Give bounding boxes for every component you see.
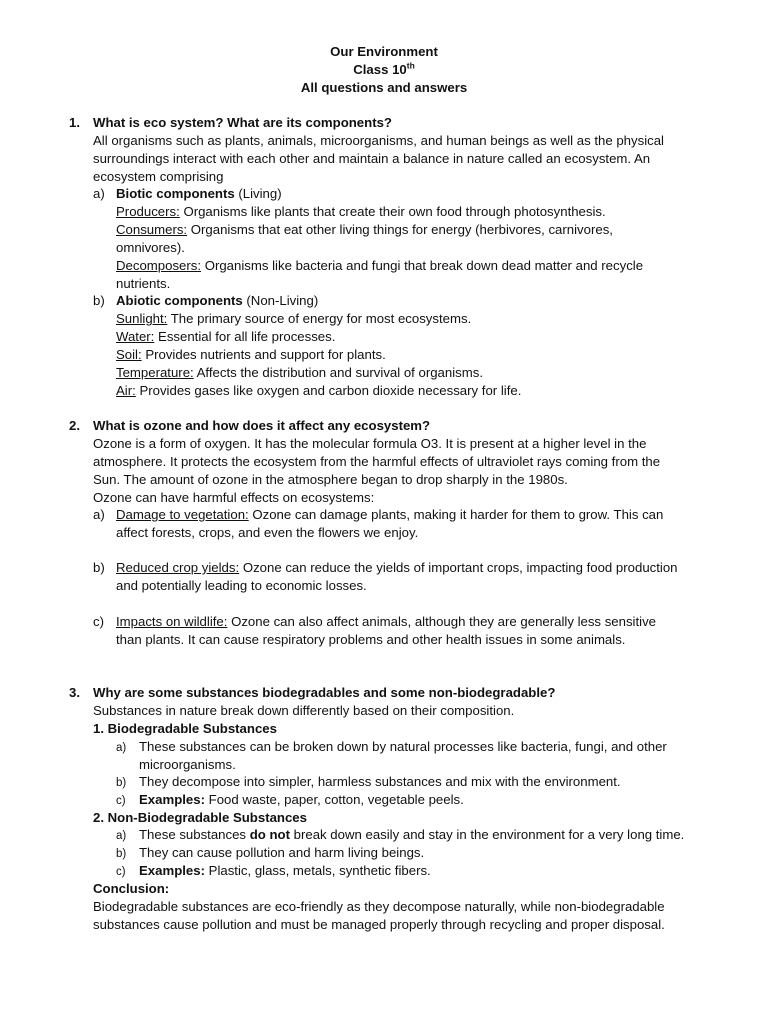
temperature-text: Affects the distribution and survival of organisms. [193, 365, 483, 380]
document-title: Our Environment [330, 44, 438, 59]
consumers-text-cont: omnivores). [116, 240, 185, 255]
temperature-term: Temperature: [116, 365, 194, 380]
q2-b-marker: b) [93, 560, 105, 575]
wildlife-term: Impacts on wildlife: [116, 614, 228, 629]
vegetation-item [116, 506, 663, 524]
q2-a-marker: a) [93, 507, 105, 522]
bio-examples-label: Examples: [139, 792, 205, 807]
nonbio-a-text [139, 826, 684, 844]
q1-intro-line: ecosystem comprising [93, 169, 224, 184]
abiotic-paren: (Non-Living) [242, 293, 319, 308]
temperature-item [116, 364, 483, 382]
bio-examples-text: Food waste, paper, cotton, vegetable peels. [204, 792, 464, 807]
decomposers-term: Decomposers: [116, 258, 202, 273]
q1-a-heading [116, 185, 282, 203]
bio-a-marker: a) [116, 742, 127, 754]
consumers-term: Consumers: [116, 222, 188, 237]
nonbio-a-pre: These substances [139, 827, 250, 842]
consumers-item [116, 221, 613, 239]
q3-intro: Substances in nature break down differently based on their composition. [93, 703, 515, 718]
wildlife-text-cont: than plants. It can cause respiratory problems and other health issues in some animals. [116, 632, 626, 647]
producers-item [116, 203, 606, 221]
q2-question: What is ozone and how does it affect any ecosystem? [93, 418, 431, 433]
sunlight-item [116, 310, 471, 328]
vegetation-term: Damage to vegetation: [116, 507, 249, 522]
decomposers-text-cont: nutrients. [116, 276, 171, 291]
q2-intro-line: Ozone can have harmful effects on ecosystems: [93, 490, 375, 505]
water-text: Essential for all life processes. [154, 329, 336, 344]
sunlight-term: Sunlight: [116, 311, 168, 326]
q2-number: 2. [69, 418, 80, 433]
vegetation-text-cont: affect forests, crops, and even the flowers we enjoy. [116, 525, 419, 540]
soil-term: Soil: [116, 347, 142, 362]
class-superscript: th [406, 60, 415, 71]
bio-a-text: These substances can be broken down by natural processes like bacteria, fungi, and other [139, 739, 667, 754]
class-text: Class 10 [353, 62, 407, 77]
bio-b-text: They decompose into simpler, harmless substances and mix with the environment. [139, 774, 621, 789]
q1-a-marker: a) [93, 186, 105, 201]
sunlight-text: The primary source of energy for most ecosystems. [167, 311, 472, 326]
crop-yields-text-cont: and potentially leading to economic losses. [116, 578, 367, 593]
air-item [116, 382, 521, 400]
q2-intro-line: atmosphere. It protects the ecosystem from the harmful effects of ultraviolet rays coming from the [93, 454, 661, 469]
q3-number: 3. [69, 685, 80, 700]
nonbio-a-marker: a) [116, 830, 127, 842]
decomposers-item [116, 257, 643, 275]
water-term: Water: [116, 329, 155, 344]
conclusion-label: Conclusion: [93, 881, 170, 896]
q1-question: What is eco system? What are its components? [93, 115, 392, 130]
wildlife-text: Ozone can also affect animals, although they are generally less sensitive [227, 614, 656, 629]
crop-yields-item [116, 559, 678, 577]
q1-intro-line: All organisms such as plants, animals, microorganisms, and human beings as well as the physical [93, 133, 664, 148]
air-term: Air: [116, 383, 136, 398]
q3-question: Why are some substances biodegradables and some non-biodegradable? [93, 685, 556, 700]
nonbio-examples [139, 862, 431, 880]
nonbio-examples-label: Examples: [139, 863, 205, 878]
decomposers-text: Organisms like bacteria and fungi that break down dead matter and recycle [201, 258, 644, 273]
document-subtitle: All questions and answers [300, 80, 468, 95]
soil-item [116, 346, 386, 364]
q1-number: 1. [69, 115, 80, 130]
nonbio-c-marker: c) [116, 866, 126, 878]
nonbio-examples-text: Plastic, glass, metals, synthetic fibers. [204, 863, 431, 878]
vegetation-text: Ozone can damage plants, making it harder for them to grow. This can [248, 507, 664, 522]
biotic-paren: (Living) [234, 186, 282, 201]
nonbio-b-marker: b) [116, 848, 127, 860]
nonbio-a-bold: do not [249, 827, 290, 842]
bio-c-marker: c) [116, 795, 126, 807]
q2-c-marker: c) [93, 614, 104, 629]
nonbio-b-text: They can cause pollution and harm living beings. [139, 845, 425, 860]
conclusion-line: Biodegradable substances are eco-friendly as they decompose naturally, while non-biodegradable [93, 899, 665, 914]
crop-yields-term: Reduced crop yields: [116, 560, 240, 575]
biodegradable-heading: 1. Biodegradable Substances [93, 721, 277, 736]
bio-b-marker: b) [116, 777, 127, 789]
conclusion-line: substances cause pollution and must be managed properly through recycling and proper disposal. [93, 917, 665, 932]
q1-b-marker: b) [93, 293, 105, 308]
water-item [116, 328, 335, 346]
producers-term: Producers: [116, 204, 180, 219]
crop-yields-text: Ozone can reduce the yields of important crops, impacting food production [239, 560, 678, 575]
q1-b-heading [116, 292, 318, 310]
nonbio-a-post: break down easily and stay in the environment for a very long time. [289, 827, 685, 842]
bio-examples [139, 791, 464, 809]
non-biodegradable-heading: 2. Non-Biodegradable Substances [93, 810, 307, 825]
biotic-title: Biotic components [116, 186, 235, 201]
abiotic-title: Abiotic components [116, 293, 243, 308]
class-label [0, 61, 768, 79]
producers-text: Organisms like plants that create their own food through photosynthesis. [179, 204, 606, 219]
q2-intro-line: Sun. The amount of ozone in the atmosphere began to drop sharply in the 1980s. [93, 472, 568, 487]
soil-text: Provides nutrients and support for plants. [141, 347, 386, 362]
q1-intro-line: surroundings interact with each other and maintain a balance in nature called an ecosystem. An [93, 151, 651, 166]
bio-a-text-cont: microorganisms. [139, 757, 236, 772]
consumers-text: Organisms that eat other living things for energy (herbivores, carnivores, [187, 222, 613, 237]
q2-intro-line: Ozone is a form of oxygen. It has the molecular formula O3. It is present at a higher level in the [93, 436, 647, 451]
wildlife-item [116, 613, 656, 631]
air-text: Provides gases like oxygen and carbon dioxide necessary for life. [135, 383, 522, 398]
